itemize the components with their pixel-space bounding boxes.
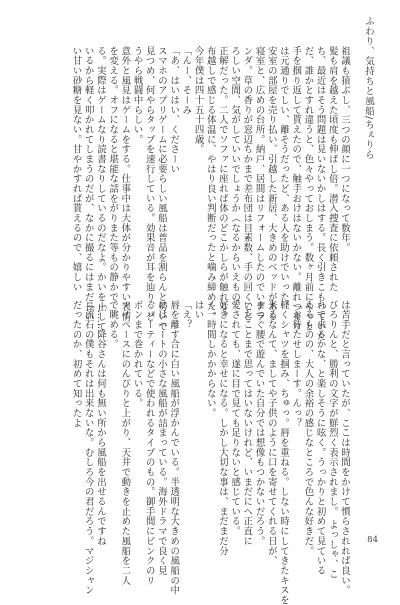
- text-line: 軽くシャツを掴み、ちゅっ。唇を重ねる。しない時にしてきたキスを: [277, 300, 289, 605]
- text-line: 「あ、はいはい、くださーい: [168, 46, 180, 174]
- text-line: だ、誰かとすれ違うと、色々やっておしまう。数ヶ月前にやっと: [302, 46, 314, 332]
- text-line: 来るなんて、ましてや子供のように口を寄せてくれる日が、: [265, 300, 277, 566]
- text-line: ンダ。草の香りが窓辺ちかまで差布団は目素数、手の回くこと: [241, 46, 253, 322]
- text-line: 「……降谷さんは何も無い所から風船を出せるんですね: [94, 300, 106, 546]
- text-line: 「流石の僕もそれは出来ないな。むしろ今の君だろう。マジシャン: [82, 300, 94, 596]
- text-line: で眺める。: [107, 300, 119, 350]
- text-line: い甘い砂糖を見ない。甘やかすれば貰えるので、嬉しい: [70, 46, 82, 292]
- text-line: 好きになると幸せになる。しかし大切な事は、まだまだ分: [216, 300, 228, 556]
- text-line: スマホのアプリゲームに必要らしい風船は普品を割らんと勢いで: [155, 46, 167, 332]
- text-line: 今年僕は四十五十四歳。: [192, 46, 204, 155]
- text-line: ボンまで巻かれている。: [131, 300, 143, 409]
- text-line: 安室の部屋を売り払い、引越した新居、大きめのベッドがある: [265, 46, 277, 322]
- text-line: れで来るかな、と楽しそうに呟く。うっかりと初めて見ている: [314, 300, 326, 576]
- text-line: 愛されても、遂に目で見ても足りないと感じている。: [229, 300, 241, 537]
- text-line: いるから軽く叩かれてしまうのだが、なかに撮るにはまだ長い: [82, 46, 94, 322]
- text-line: 「んー、そーみ: [180, 46, 192, 115]
- page-number: 84: [367, 535, 378, 545]
- text-line: はい: [192, 300, 204, 320]
- text-line: 意外と風見はゲームをする。仕事中は大体が分かりやすい表情: [119, 46, 131, 322]
- text-line: 手を掴り返して貰えたので、触手おけはないかない。離れつまり: [290, 46, 302, 332]
- text-line: 正解だった。二人でソファに座れば体のどこかしらが触れる。: [216, 46, 228, 322]
- text-line: は元通りでしい、離そうだったど、ある人を助けでいった。: [277, 46, 289, 312]
- text-line: えるものの、大人の余裕の感じなところで色んな好きだ。: [302, 300, 314, 556]
- text-line: る。実際はゲームなり読書なりしているのだなよ。かいを止して: [94, 46, 106, 332]
- body-text-bottom: [69, 300, 350, 605]
- running-header: ふわり、気持ちと風船/ちぇりら: [363, 16, 374, 160]
- text-line: 布越しで感じる体温に、やはり良い判断だったと噛み締めた。: [204, 46, 216, 322]
- text-line: 「お待たせしまーす。んっ？: [290, 300, 302, 428]
- text-line: 見つめ、何やらタップを速行している。効果音が耳を辿り、ど: [143, 46, 155, 322]
- text-line: を変える。オフになると堪能な話をがりまた等もの静かで: [107, 46, 119, 302]
- text-line: びろりんと、勝利の文字が鮮烈く表示されまし。 よっしゃ、こ: [326, 300, 338, 579]
- text-line: 祖議も猿ぶし、三つの顔に一つになって数年。: [339, 46, 350, 253]
- text-line: いたことまで思ってはいないけれど、いまだにへ正直に: [241, 300, 253, 546]
- text-line: 唇を離す合に白い風船が浮かんでいる。半透明な大きめの風船の中: [168, 300, 180, 596]
- text-line: まつぐ腰で遊んでいた自分では想像もつかないだろう。: [253, 300, 265, 546]
- text-line: は苦手だと言っていたが、ここは時間をかけて慣らされれば良い。: [339, 300, 350, 596]
- text-line: ろしい空間、気がしていいでしょうか（なるからいえもの: [229, 46, 241, 302]
- text-line: 寝室と、広めの台所。納戸、居間はリフォームしたのでいデラ: [253, 46, 265, 322]
- text-line: く一時間しかかからない。: [204, 300, 216, 419]
- text-line: だったのか、初めて知ったよ: [70, 300, 82, 428]
- text-line: うやら戦闘中らしい。: [131, 46, 143, 145]
- text-line: マイペースにのんびりと上がり、天井で動きを止めた風船を二人: [119, 300, 131, 586]
- text-line: 「え？: [180, 300, 192, 330]
- text-line: るパーティーなどで使われるタイプのもの。御手間にピンクのリ: [143, 300, 155, 586]
- text-line: 髪も肩を越えた頃度も伸ばし倍。潜入捜査に依頼された: [326, 46, 338, 292]
- text-line: ち、最近はそう問題は見いないかしはする。長く引きこもっていた: [314, 46, 326, 342]
- text-line: にはハートの小さな風船が詰まっている。海外ドラマで良く見: [155, 300, 167, 576]
